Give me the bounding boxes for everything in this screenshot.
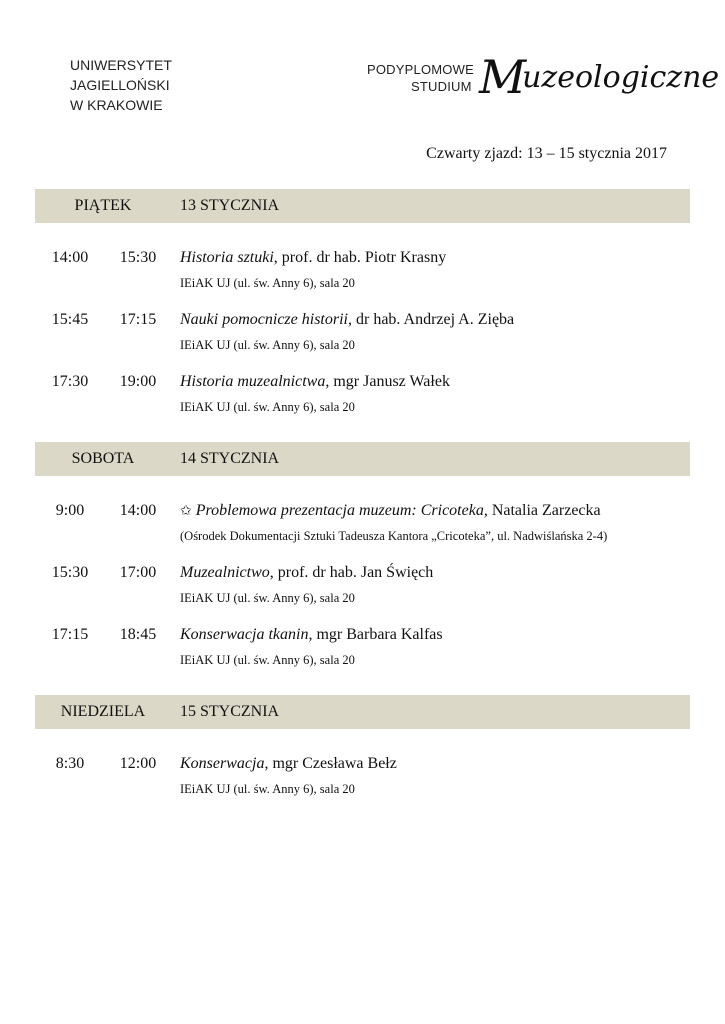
schedule-entry: [0, 564, 725, 614]
day-header: [35, 189, 690, 223]
lecturer: , prof. dr hab. Piotr Krasny: [273, 249, 447, 266]
lecture-title: [180, 755, 397, 773]
end-time: 15:30: [119, 249, 157, 266]
studium-logo: [367, 44, 720, 104]
end-time: 12:00: [119, 755, 157, 772]
start-time: 15:45: [51, 311, 89, 328]
university-line: W KRAKOWIE: [70, 97, 163, 113]
location: IEiAK UJ (ul. św. Anny 6), sala 20: [180, 782, 355, 796]
day-header: [35, 442, 690, 476]
location: IEiAK UJ (ul. św. Anny 6), sala 20: [180, 338, 355, 352]
day-name: SOBOTA: [71, 450, 135, 467]
logo-line-2: STUDIUM: [411, 79, 472, 94]
start-time: 15:30: [51, 564, 89, 581]
schedule-entry: [0, 311, 725, 361]
lecture-title: [180, 564, 433, 582]
logo-script-rest: uzeologiczne: [522, 60, 720, 95]
course-name: Historia muzealnictwa: [180, 373, 326, 390]
day-date: 15 STYCZNIA: [180, 703, 280, 720]
course-name: Muzealnictwo: [180, 564, 270, 581]
lecturer: , mgr Janusz Wałek: [325, 373, 450, 390]
lecturer: Natalia Zarzecka: [487, 502, 601, 519]
day-name: PIĄTEK: [74, 197, 132, 214]
location: (Ośrodek Dokumentacji Sztuki Tadeusza Kantora „Cricoteka”, ul. Nadwiślańska 2-4): [180, 529, 608, 543]
lecture-title: [180, 249, 446, 267]
university-line: UNIWERSYTET: [70, 57, 172, 73]
schedule-entry: [0, 373, 725, 423]
logo-script: [479, 44, 720, 104]
day-date: 14 STYCZNIA: [180, 450, 280, 467]
start-time: 17:30: [51, 373, 89, 390]
start-time: 17:15: [51, 626, 89, 643]
end-time: 17:00: [119, 564, 157, 581]
schedule-entry: [0, 249, 725, 299]
location: IEiAK UJ (ul. św. Anny 6), sala 20: [180, 591, 355, 605]
day-date: 13 STYCZNIA: [180, 197, 280, 214]
lecturer: , mgr Czesława Bełz: [264, 755, 397, 772]
course-name: Konserwacja: [180, 755, 265, 772]
lecturer: , mgr Barbara Kalfas: [308, 626, 443, 643]
lecturer: , dr hab. Andrzej A. Zięba: [347, 311, 515, 328]
schedule-entry: [0, 755, 725, 805]
university-line: JAGIELLOŃSKI: [70, 77, 170, 93]
schedule-entry: [0, 502, 725, 552]
course-name: Historia sztuki: [180, 249, 274, 266]
lecture-title: [180, 311, 514, 329]
star-icon: ✩: [180, 503, 192, 519]
end-time: 18:45: [119, 626, 157, 643]
logo-script-initial: M: [479, 50, 527, 104]
schedule-entry: [0, 626, 725, 676]
lecture-title: [180, 373, 450, 391]
day-header: [35, 695, 690, 729]
location: IEiAK UJ (ul. św. Anny 6), sala 20: [180, 400, 355, 414]
meeting-title: Czwarty zjazd: 13 – 15 stycznia 2017: [426, 145, 667, 162]
day-name: NIEDZIELA: [60, 703, 146, 720]
lecture-title: [180, 626, 443, 644]
university-name: [70, 55, 172, 115]
logo-line-1: PODYPLOMOWE: [367, 62, 474, 77]
end-time: 17:15: [119, 311, 157, 328]
lecturer: , prof. dr hab. Jan Święch: [269, 564, 434, 581]
course-name: Nauki pomocnicze historii: [180, 311, 348, 328]
lecture-title: [180, 502, 601, 520]
start-time: 14:00: [51, 249, 89, 266]
location: IEiAK UJ (ul. św. Anny 6), sala 20: [180, 276, 355, 290]
course-name: Konserwacja tkanin: [180, 626, 309, 643]
start-time: 8:30: [55, 755, 85, 772]
start-time: 9:00: [55, 502, 85, 519]
end-time: 14:00: [119, 502, 157, 519]
course-name: Problemowa prezentacja muzeum: Cricoteka,: [195, 502, 488, 519]
location: IEiAK UJ (ul. św. Anny 6), sala 20: [180, 653, 355, 667]
end-time: 19:00: [119, 373, 157, 390]
